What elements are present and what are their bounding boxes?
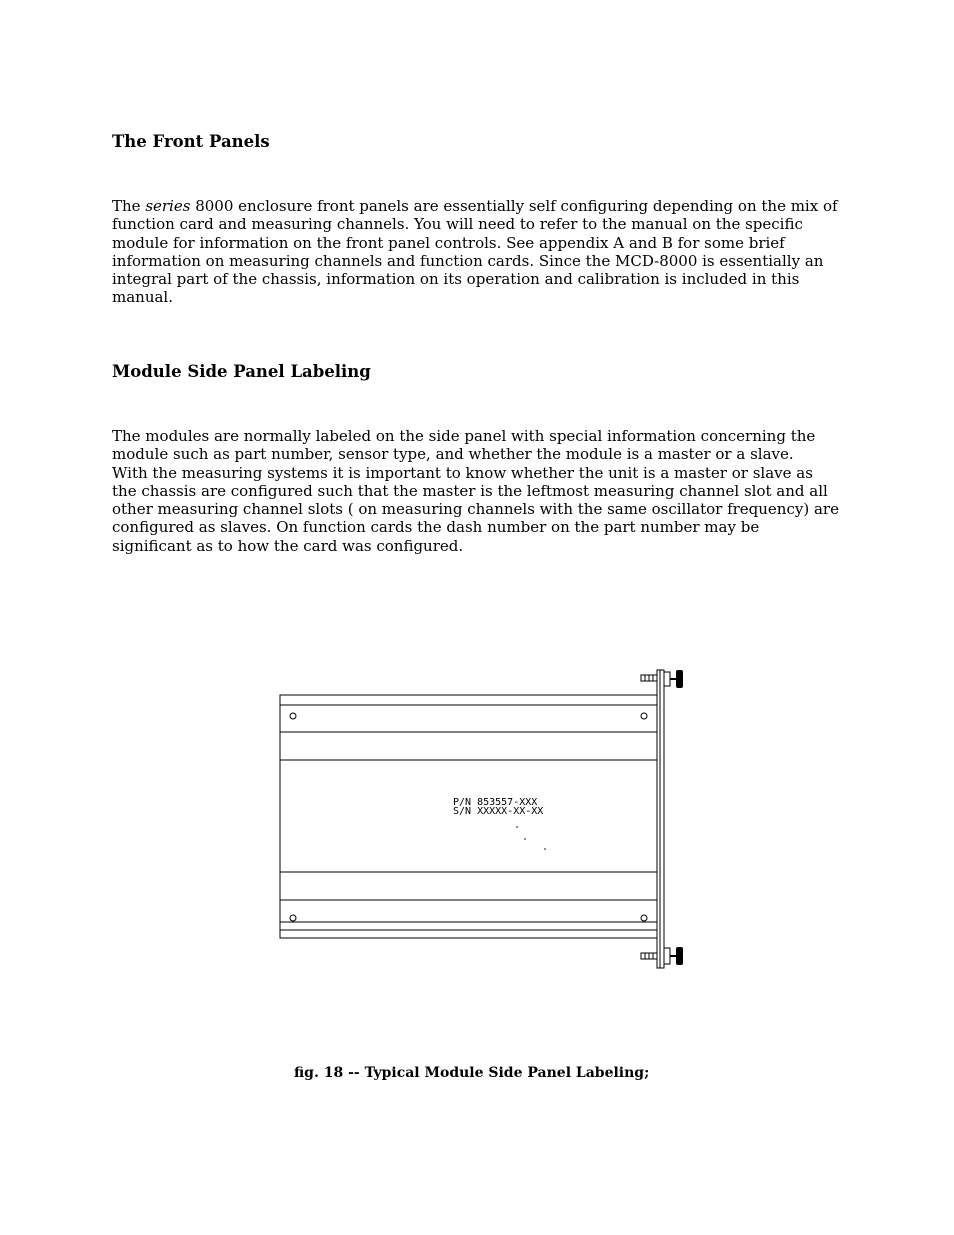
mounting-hole <box>290 713 296 719</box>
paragraph-line: the chassis are configured such that the master is the leftmost measuring channel slot and all <box>112 481 828 500</box>
module-side-panel-drawing <box>270 660 700 975</box>
paragraph-front-panels <box>112 197 842 307</box>
bottom-thumbscrew <box>641 947 683 965</box>
paragraph-line: module such as part number, sensor type, and whether the module is a master or a slave. <box>112 445 794 464</box>
mounting-hole <box>290 915 296 921</box>
paragraph-line: other measuring channel slots ( on measuring channels with the same oscillator frequency) are <box>112 500 839 519</box>
paragraph-line: With the measuring systems it is important to know whether the unit is a master or slave as <box>112 463 813 482</box>
serial-number-label: S/N XXXXX-XX-XX <box>453 806 544 817</box>
paragraph-line: integral part of the chassis, information on its operation and calibration is included in this <box>112 270 800 289</box>
screw-collar <box>664 948 670 964</box>
speck-mark <box>524 838 526 840</box>
screw-collar <box>664 672 670 686</box>
figure-caption: fig. 18 -- Typical Module Side Panel Labeling; <box>294 1065 650 1081</box>
series-emphasis: series <box>145 197 191 215</box>
paragraph-side-panel-labeling <box>112 427 842 555</box>
paragraph-line: configured as slaves. On function cards the dash number on the part number may be <box>112 518 760 537</box>
mounting-hole <box>641 713 647 719</box>
paragraph-line: significant as to how the card was configured. <box>112 536 464 555</box>
mounting-hole <box>641 915 647 921</box>
top-thumbscrew <box>641 670 683 688</box>
paragraph-line: information on measuring channels and function cards. Since the MCD-8000 is essentially an <box>112 251 824 270</box>
paragraph-line: function card and measuring channels. You will need to refer to the manual on the specific <box>112 215 803 234</box>
screw-knob <box>676 670 683 688</box>
paragraph-line: manual. <box>112 288 173 307</box>
section-heading-side-panel-labeling: Module Side Panel Labeling <box>112 362 371 381</box>
paragraph-line: The series 8000 enclosure front panels are essentially self configuring depending on the mix of <box>112 197 838 215</box>
part-number-label: P/N 853557-XXX <box>453 797 538 808</box>
screw-knob <box>676 947 683 965</box>
paragraph-line: module for information on the front panel controls. See appendix A and B for some brief <box>112 233 785 252</box>
section-heading-front-panels: The Front Panels <box>112 132 270 151</box>
speck-mark <box>544 848 546 850</box>
speck-mark <box>516 826 518 828</box>
paragraph-line: The modules are normally labeled on the side panel with special information concerning the <box>112 427 816 445</box>
